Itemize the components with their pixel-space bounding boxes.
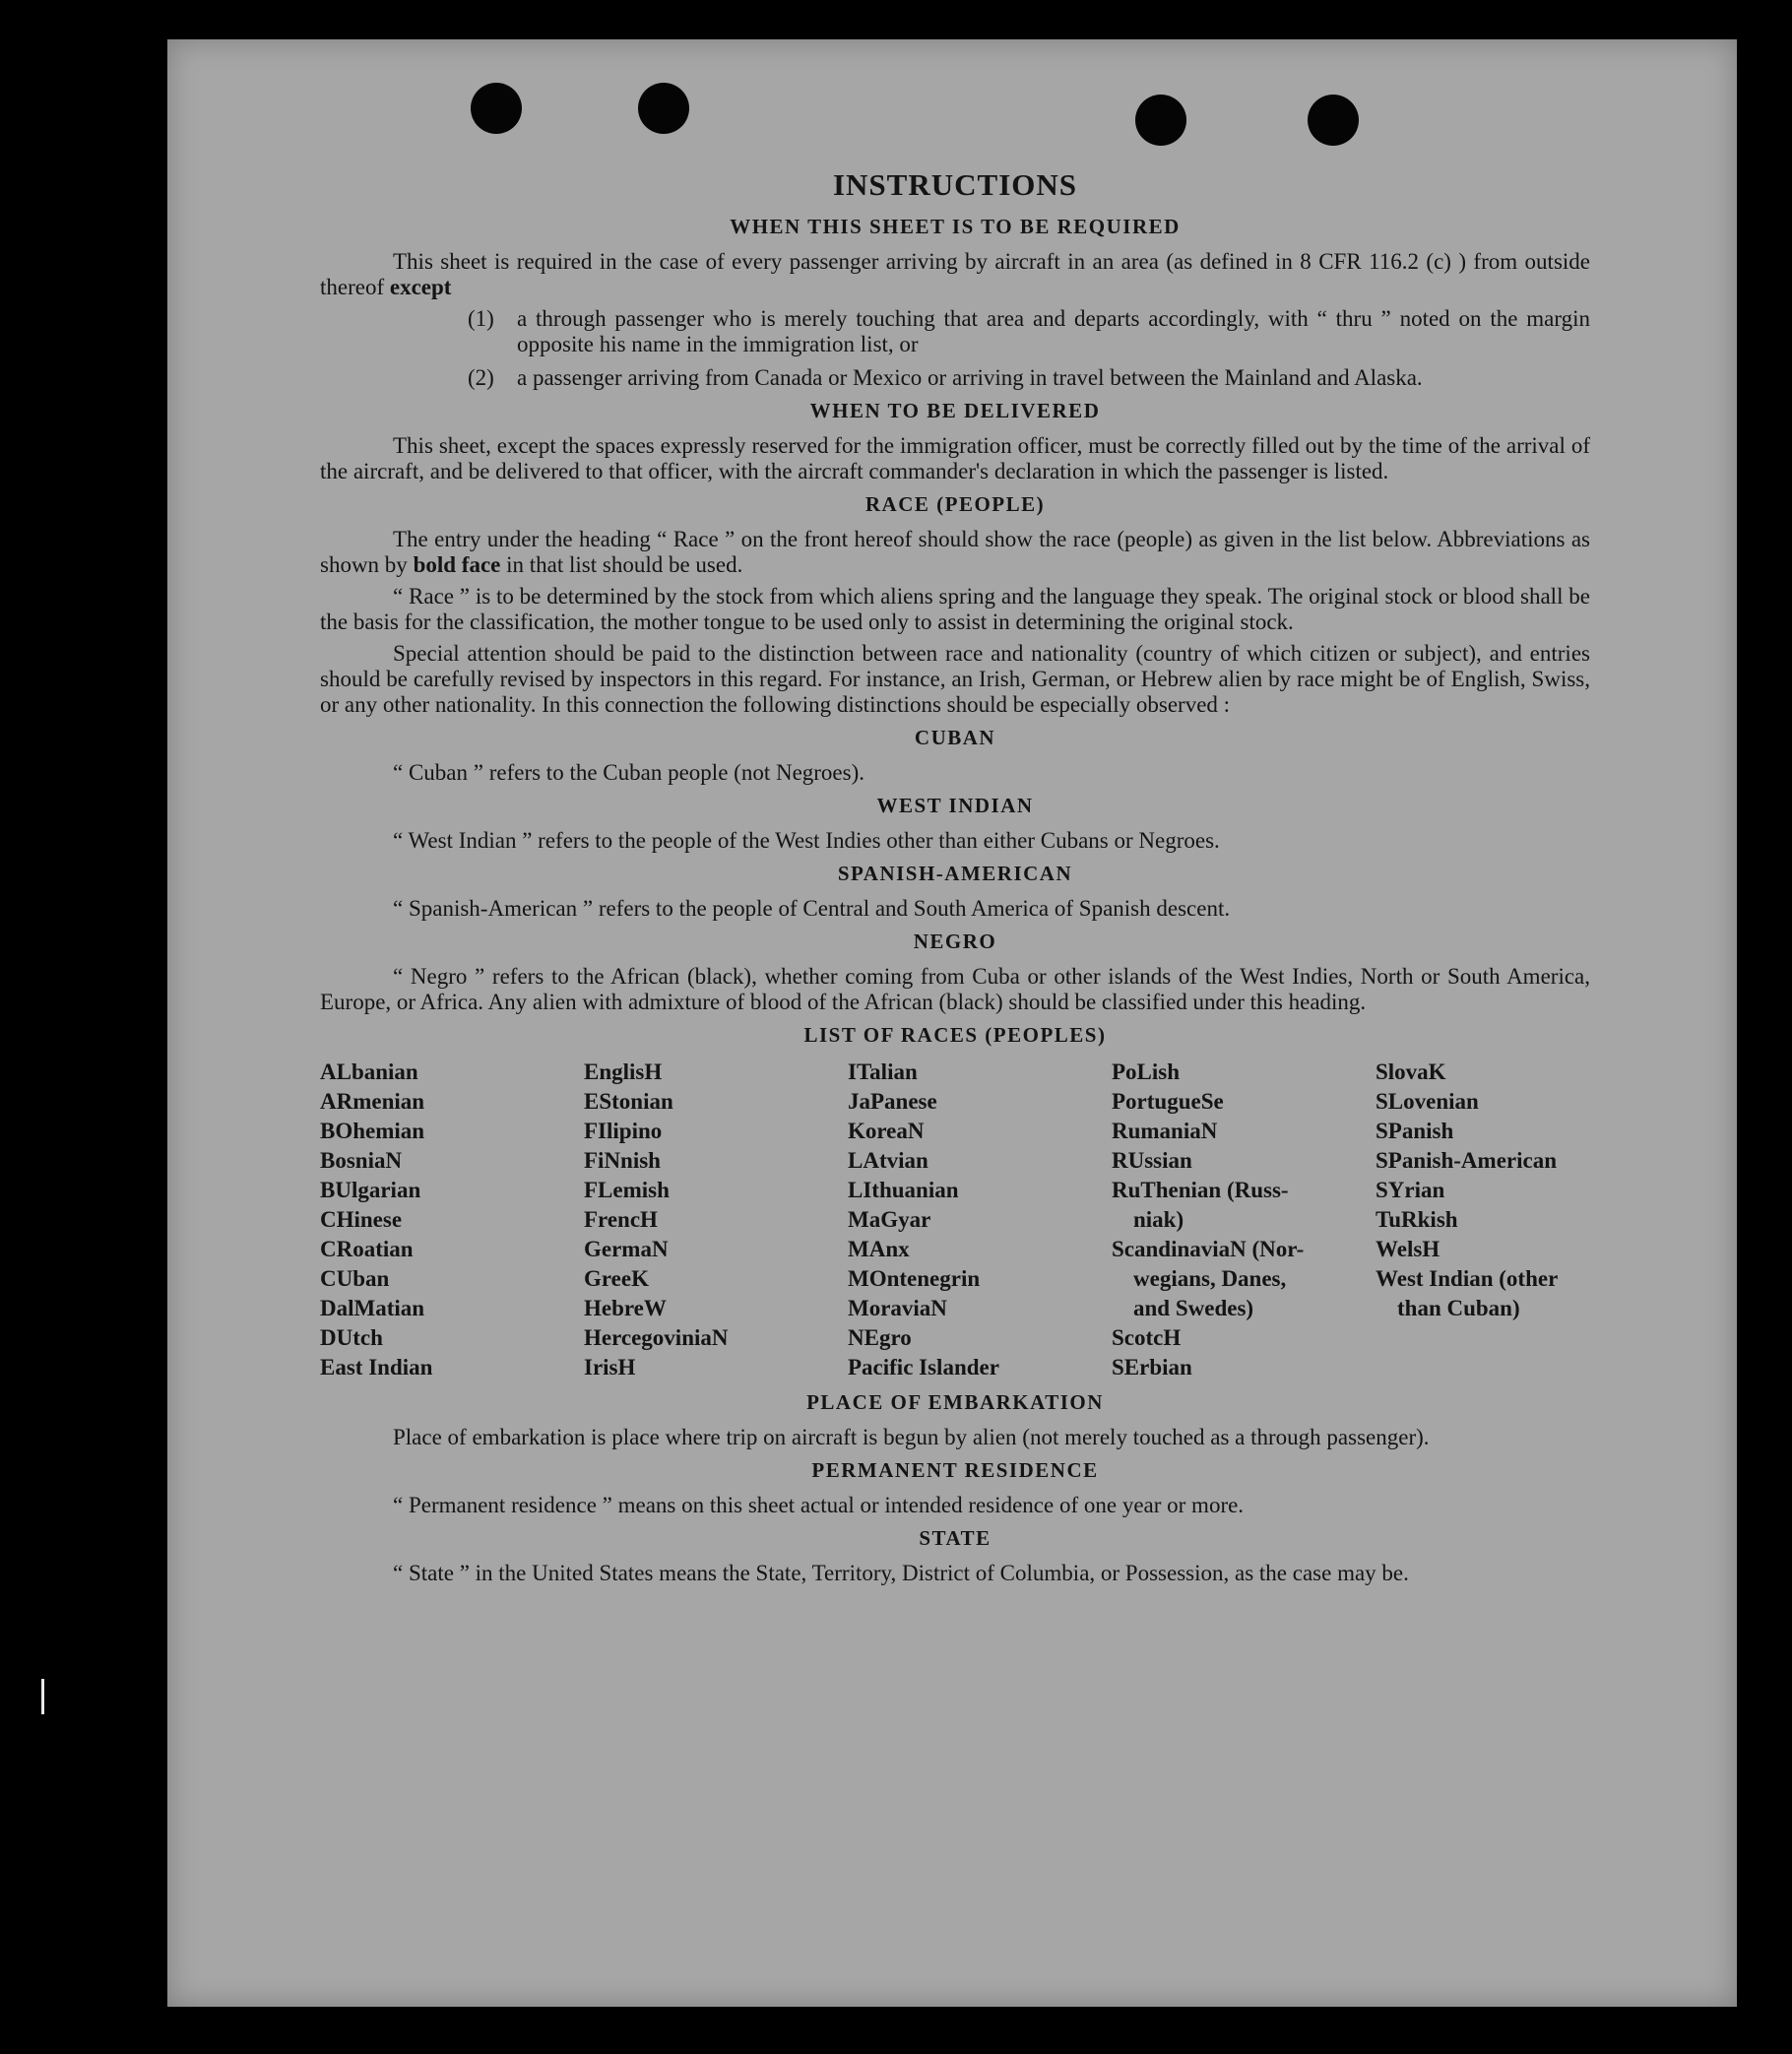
race-entry-continued: and Swedes) — [1133, 1296, 1254, 1320]
punch-hole — [638, 83, 689, 134]
item-text: a passenger arriving from Canada or Mexico or arriving in travel between the Mainland and Alaska. — [517, 365, 1423, 390]
race-entry: East Indian — [320, 1355, 433, 1380]
race-entry: CRoatian — [320, 1237, 414, 1261]
race-entry: ScandinaviaN (Nor- — [1112, 1237, 1305, 1261]
race-entry: KoreaN — [848, 1119, 925, 1143]
race-entry: EnglisH — [584, 1059, 663, 1084]
exception-item — [468, 306, 1590, 357]
heading-west-indian: WEST INDIAN — [876, 794, 1034, 817]
race-entry: RUssian — [1112, 1148, 1192, 1173]
heading-state: STATE — [919, 1526, 992, 1550]
race-entry: SLovenian — [1376, 1089, 1479, 1114]
embarkation-text: Place of embarkation is place where trip on aircraft is begun by alien (not merely touched as a through passenger). — [393, 1425, 1430, 1449]
race-entry: MOntenegrin — [848, 1266, 981, 1291]
heading-cuban: CUBAN — [914, 726, 996, 749]
races-column — [320, 1058, 584, 1382]
west-indian-text: “ West Indian ” refers to the people of the West Indies other than either Cubans or Negroes. — [393, 828, 1220, 853]
races-list — [320, 1058, 1590, 1382]
race-paragraph-2: “ Race ” is to be determined by the stock from which aliens spring and the language they speak. The original stock or blood shall be the basis for the classification, the mother tongue to be used only to assist in determining the original stock. — [320, 584, 1590, 634]
race-entry: EStonian — [584, 1089, 673, 1114]
race-entry: BOhemian — [320, 1119, 425, 1143]
heading-negro: NEGRO — [913, 930, 997, 953]
race-entry: FiNnish — [584, 1148, 661, 1173]
race-entry: RuThenian (Russ- — [1112, 1178, 1289, 1202]
race-entry: RumaniaN — [1112, 1119, 1218, 1143]
race-entry: ARmenian — [320, 1089, 425, 1114]
race-entry: ALbanian — [320, 1059, 418, 1084]
residence-text: “ Permanent residence ” means on this sheet actual or intended residence of one year or more. — [393, 1493, 1245, 1517]
race-entry: GermaN — [584, 1237, 669, 1261]
heading-delivered: WHEN TO BE DELIVERED — [809, 399, 1101, 422]
heading-residence: PERMANENT RESIDENCE — [811, 1458, 1099, 1482]
race-entry: BosniaN — [320, 1148, 403, 1173]
race-entry: JaPanese — [848, 1089, 937, 1114]
race-entry: MoraviaN — [848, 1296, 947, 1320]
race-entry: CHinese — [320, 1207, 403, 1232]
heading-race: RACE (PEOPLE) — [864, 492, 1046, 516]
race-entry: NEgro — [848, 1325, 912, 1350]
race-entry: FrencH — [584, 1207, 658, 1232]
race-entry-continued: niak) — [1133, 1207, 1184, 1232]
race-entry: MAnx — [848, 1237, 910, 1261]
race-entry: SYrian — [1376, 1178, 1445, 1202]
race-entry-continued: wegians, Danes, — [1133, 1266, 1287, 1291]
punch-hole — [471, 83, 522, 134]
races-column — [848, 1058, 1112, 1382]
punch-hole — [1135, 95, 1186, 146]
race-entry: ITalian — [848, 1059, 918, 1084]
heading-embarkation: PLACE OF EMBARKATION — [806, 1390, 1104, 1414]
delivered-text: This sheet, except the spaces expressly reserved for the immigration officer, must be correctly filled out by the time of the arrival of the aircraft, and be delivered to that officer, with the aircraft commander's declaration in which the passenger is listed. — [320, 433, 1590, 483]
race-entry: IrisH — [584, 1355, 636, 1380]
negro-text: “ Negro ” refers to the African (black), whether coming from Cuba or other islands of the West Indies, North or South America, Europe, or Africa. Any alien with admixture of blood of the African (black) should be classified under this heading. — [320, 964, 1590, 1014]
race-entry: FIlipino — [584, 1119, 663, 1143]
race-entry: HercegoviniaN — [584, 1325, 729, 1350]
race-entry: SPanish — [1376, 1119, 1454, 1143]
item-number: (2) — [468, 365, 494, 390]
race-entry: LIthuanian — [848, 1178, 959, 1202]
heading-spanish-american: SPANISH-AMERICAN — [837, 862, 1073, 885]
race-paragraph-3: Special attention should be paid to the distinction between race and nationality (country of which citizen or subject), and entries should be carefully revised by inspectors in this regard. For instance, an Irish, German, or Hebrew alien by race might be of English, Swiss, or any other nationality. In this connection the following distinctions should be especially observed : — [320, 641, 1590, 717]
race-entry: HebreW — [584, 1296, 667, 1320]
races-column — [584, 1058, 848, 1382]
race-entry: PoLish — [1112, 1059, 1181, 1084]
spanish-american-text: “ Spanish-American ” refers to the people of Central and South America of Spanish descent. — [393, 896, 1231, 921]
instructions-content — [320, 167, 1590, 1592]
race-entry: SErbian — [1112, 1355, 1192, 1380]
race-entry: West Indian (other — [1376, 1266, 1559, 1291]
race-entry: BUlgarian — [320, 1178, 421, 1202]
race-entry: LAtvian — [848, 1148, 928, 1173]
race-entry: ScotcH — [1112, 1325, 1182, 1350]
required-intro: This sheet is required in the case of every passenger arriving by aircraft in an area (as defined in 8 CFR 116.2 (c) ) from outside thereof except — [320, 249, 1590, 299]
races-column — [1376, 1058, 1590, 1382]
punch-hole — [1308, 95, 1359, 146]
race-entry: WelsH — [1376, 1237, 1440, 1261]
cuban-text: “ Cuban ” refers to the Cuban people (not Negroes). — [393, 760, 865, 785]
item-text: a through passenger who is merely touching that area and departs accordingly, with “ thru ” noted on the margin opposite his name in the immigration list, or — [517, 306, 1590, 356]
race-entry: DalMatian — [320, 1296, 425, 1320]
races-column — [1112, 1058, 1376, 1382]
document-sheet — [167, 39, 1737, 2007]
exception-item — [468, 365, 1590, 391]
item-number: (1) — [468, 306, 494, 331]
heading-required: WHEN THIS SHEET IS TO BE REQUIRED — [730, 215, 1181, 238]
heading-races-list: LIST OF RACES (PEOPLES) — [803, 1023, 1107, 1047]
race-entry: PortugueSe — [1112, 1089, 1224, 1114]
state-text: “ State ” in the United States means the State, Territory, District of Columbia, or Possession, as the case may be. — [393, 1561, 1409, 1585]
race-entry: CUban — [320, 1266, 390, 1291]
race-entry: GreeK — [584, 1266, 649, 1291]
race-entry: FLemish — [584, 1178, 670, 1202]
race-entry: MaGyar — [848, 1207, 931, 1232]
race-entry: SlovaK — [1376, 1059, 1446, 1084]
race-entry: DUtch — [320, 1325, 383, 1350]
race-entry: SPanish-American — [1376, 1148, 1557, 1173]
race-entry-continued: than Cuban) — [1397, 1296, 1520, 1320]
race-entry: TuRkish — [1376, 1207, 1458, 1232]
race-entry: Pacific Islander — [848, 1355, 999, 1380]
race-paragraph-1: The entry under the heading “ Race ” on the front hereof should show the race (people) as given in the list below. Abbreviations as shown by bold face in that list should be used. — [320, 527, 1590, 577]
page-title: INSTRUCTIONS — [832, 167, 1077, 202]
film-edge-mark — [41, 1679, 44, 1714]
